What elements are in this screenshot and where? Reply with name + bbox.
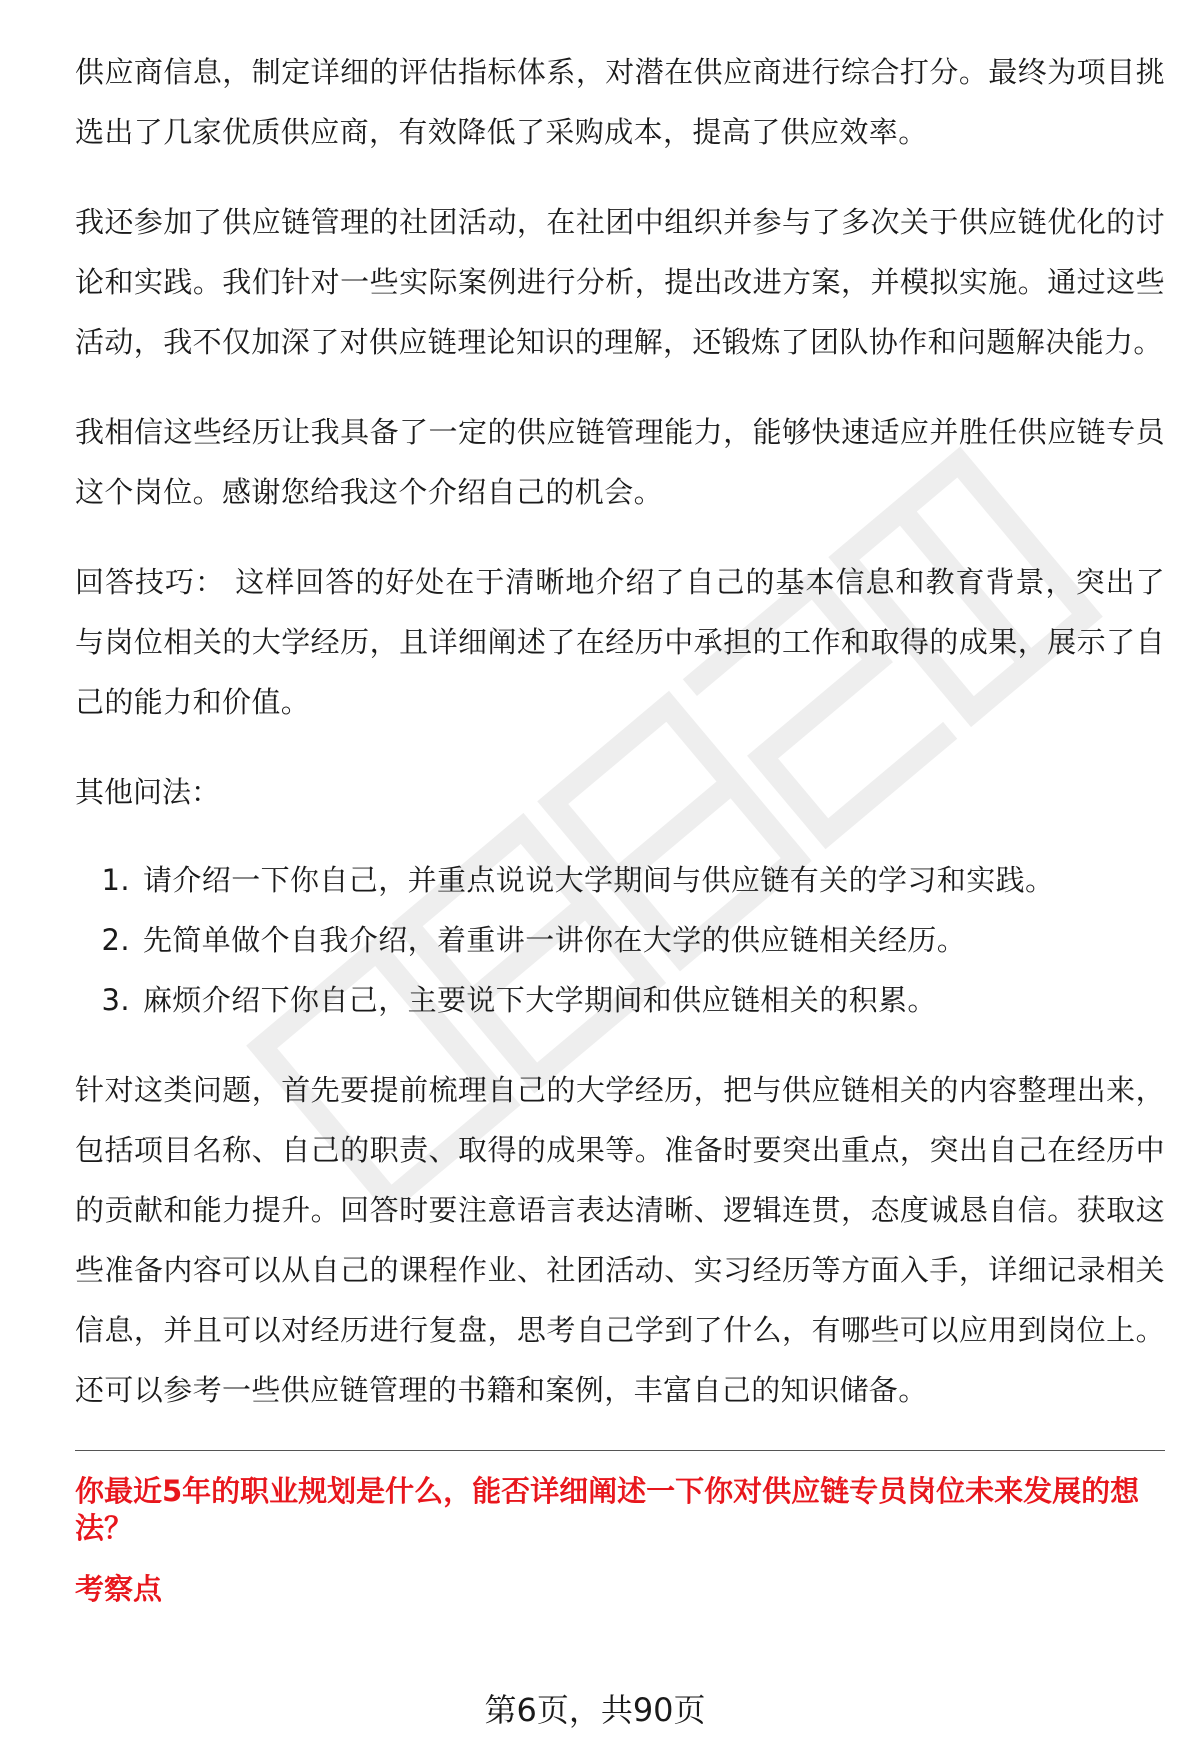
list-item-text: 先简单做个自我介绍，着重讲一讲你在大学的供应链相关经历。 [143,923,967,957]
list-item [75,970,1165,1030]
paragraph-answer-tips: 回答技巧： 这样回答的好处在于清晰地介绍了自己的基本信息和教育背景，突出了与岗位相关的大学经历，且详细阐述了在经历中承担的工作和取得的成果，展示了自己的能力和价值。 [75,565,1165,719]
list-item [75,910,1165,970]
other-phrasings-label: 其他问法： [75,775,221,809]
page-content [75,42,1165,1609]
list-item [75,850,1165,910]
list-item-number: 1. [101,863,130,897]
list-item-text: 麻烦介绍下你自己，主要说下大学期间和供应链相关的积累。 [143,983,937,1017]
assessment-points-heading: 考察点 [75,1572,163,1606]
list-item-number: 3. [101,983,130,1017]
page-number-footer: 第6页，共90页 [484,1691,706,1729]
section-divider [75,1450,1165,1451]
paragraph-conclusion: 我相信这些经历让我具备了一定的供应链管理能力，能够快速适应并胜任供应链专员这个岗位。感谢您给我这个介绍自己的机会。 [75,415,1165,509]
alternative-questions-list [75,850,1165,1030]
list-item-number: 2. [101,923,130,957]
next-question-heading: 你最近5年的职业规划是什么，能否详细阐述一下你对供应链专员岗位未来发展的想法？ [75,1474,1140,1545]
paragraph-club-activities: 我还参加了供应链管理的社团活动，在社团中组织并参与了多次关于供应链优化的讨论和实践。我们针对一些实际案例进行分析，提出改进方案，并模拟实施。通过这些活动，我不仅加深了对供应链理论知识的理解，还锻炼了团队协作和问题解决能力。 [75,205,1165,359]
paragraph-supplier-evaluation: 供应商信息，制定详细的评估指标体系，对潜在供应商进行综合打分。最终为项目挑选出了几家优质供应商，有效降低了采购成本，提高了供应效率。 [75,55,1165,149]
paragraph-preparation-advice: 针对这类问题，首先要提前梳理自己的大学经历，把与供应链相关的内容整理出来，包括项目名称、自己的职责、取得的成果等。准备时要突出重点，突出自己在经历中的贡献和能力提升。回答时要注意语言表达清晰、逻辑连贯，态度诚恳自信。获取这些准备内容可以从自己的课程作业、社团活动、实习经历等方面入手，详细记录相关信息，并且可以对经历进行复盘，思考自己学到了什么，有哪些可以应用到岗位上。还可以参考一些供应链管理的书籍和案例，丰富自己的知识储备。 [75,1073,1165,1407]
list-item-text: 请介绍一下你自己，并重点说说大学期间与供应链有关的学习和实践。 [143,863,1055,897]
